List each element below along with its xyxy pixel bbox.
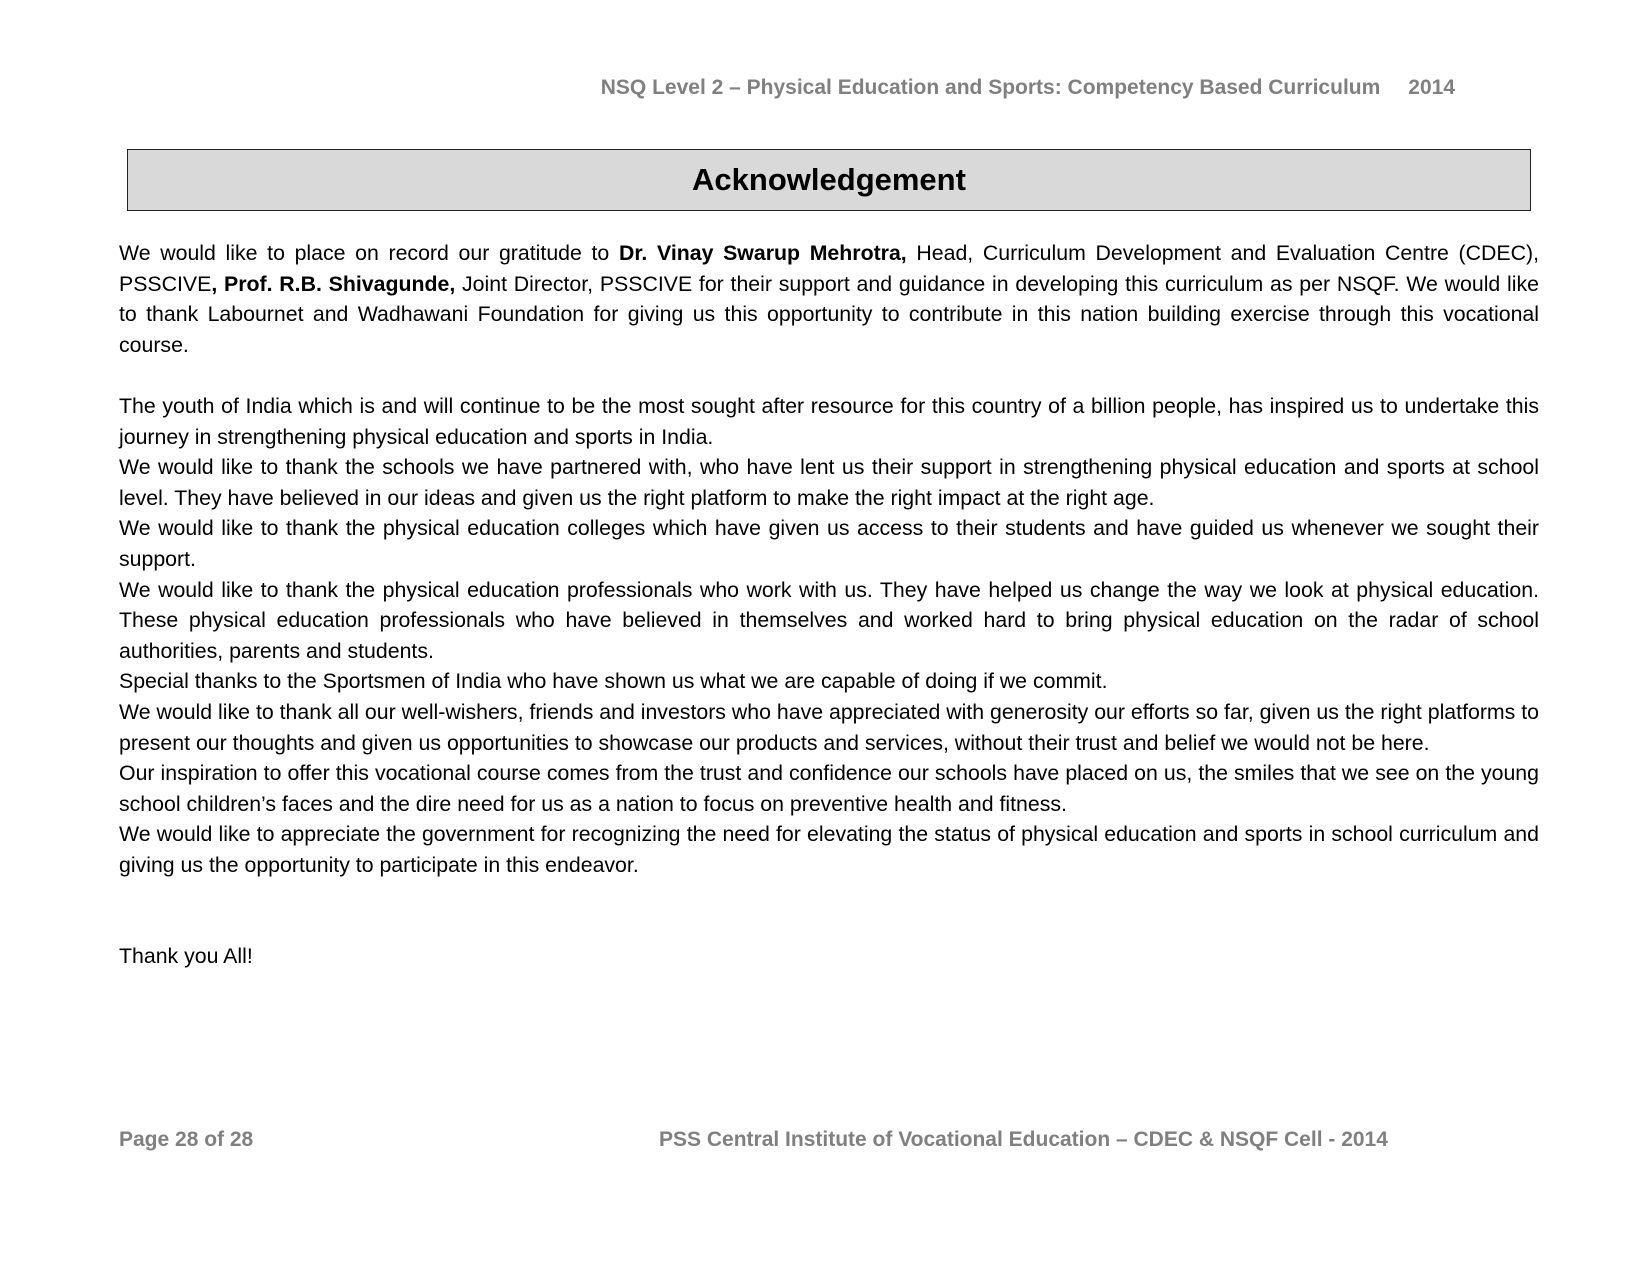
- closing-line: Thank you All!: [119, 944, 253, 969]
- document-body: [119, 238, 1539, 972]
- paragraph: We would like to thank the physical education colleges which have given us access to their students and have guided us whenever we sought their support.: [119, 516, 1539, 571]
- paragraph: We would like to appreciate the government for recognizing the need for elevating the status of physical education and sports in school curriculum and giving us the opportunity to participate in this endeavor.: [119, 822, 1539, 877]
- header-year: 2014: [1408, 76, 1455, 99]
- intro-text-1: We would like to place on record our gratitude to: [119, 241, 619, 265]
- paragraph: We would like to thank all our well-wishers, friends and investors who have appreciated with generosity our efforts so far, given us the right platforms to present our thoughts and given us opportunities to showcase our products and services, without their trust and belief we would not be here.: [119, 699, 1539, 755]
- title-banner: [127, 149, 1531, 211]
- intro-text-3: Joint Director, PSSCIVE for their support and guidance in developing this curriculum as per NSQF. We would like to thank Labournet and Wadhawani Foundation for giving us this opportunity to contribute in this nation building exercise through this vocational course.: [119, 271, 1539, 357]
- paragraph: We would like to thank the schools we have partnered with, who have lent us their support in strengthening physical education and sports at school level. They have believed in our ideas and given us the right platform to make the right impact at the right age.: [119, 455, 1539, 510]
- page-header: [601, 76, 1455, 100]
- page-title: Acknowledgement: [692, 162, 966, 197]
- page-number: Page 28 of 28: [119, 1128, 254, 1151]
- paragraph: The youth of India which is and will continue to be the most sought after resource for this country of a billion people, has inspired us to undertake this journey in strengthening physical education and sports in India.: [119, 393, 1539, 449]
- header-title: NSQ Level 2 – Physical Education and Sports: Competency Based Curriculum: [600, 76, 1381, 99]
- paragraph: Special thanks to the Sportsmen of India who have shown us what we are capable of doing if we commit.: [119, 669, 1108, 694]
- paragraph: We would like to thank the physical education professionals who work with us. They have helped us change the way we look at physical education. These physical education professionals who have believed in themselves and worked hard to bring physical education on the radar of school authorities, parents and students.: [119, 577, 1539, 663]
- intro-name-1: Dr. Vinay Swarup Mehrotra,: [618, 241, 907, 265]
- intro-text-2: Head, Curriculum Development and Evaluation Centre (CDEC), PSSCIVE: [119, 241, 1539, 296]
- intro-paragraph: [119, 238, 1539, 360]
- intro-name-2: , Prof. R.B. Shivagunde,: [211, 271, 456, 296]
- footer-organization: PSS Central Institute of Vocational Education – CDEC & NSQF Cell - 2014: [659, 1128, 1388, 1151]
- paragraph: Our inspiration to offer this vocational course comes from the trust and confidence our schools have placed on us, the smiles that we see on the young school children’s faces and the dire need for us as a nation to focus on preventive health and fitness.: [119, 761, 1539, 816]
